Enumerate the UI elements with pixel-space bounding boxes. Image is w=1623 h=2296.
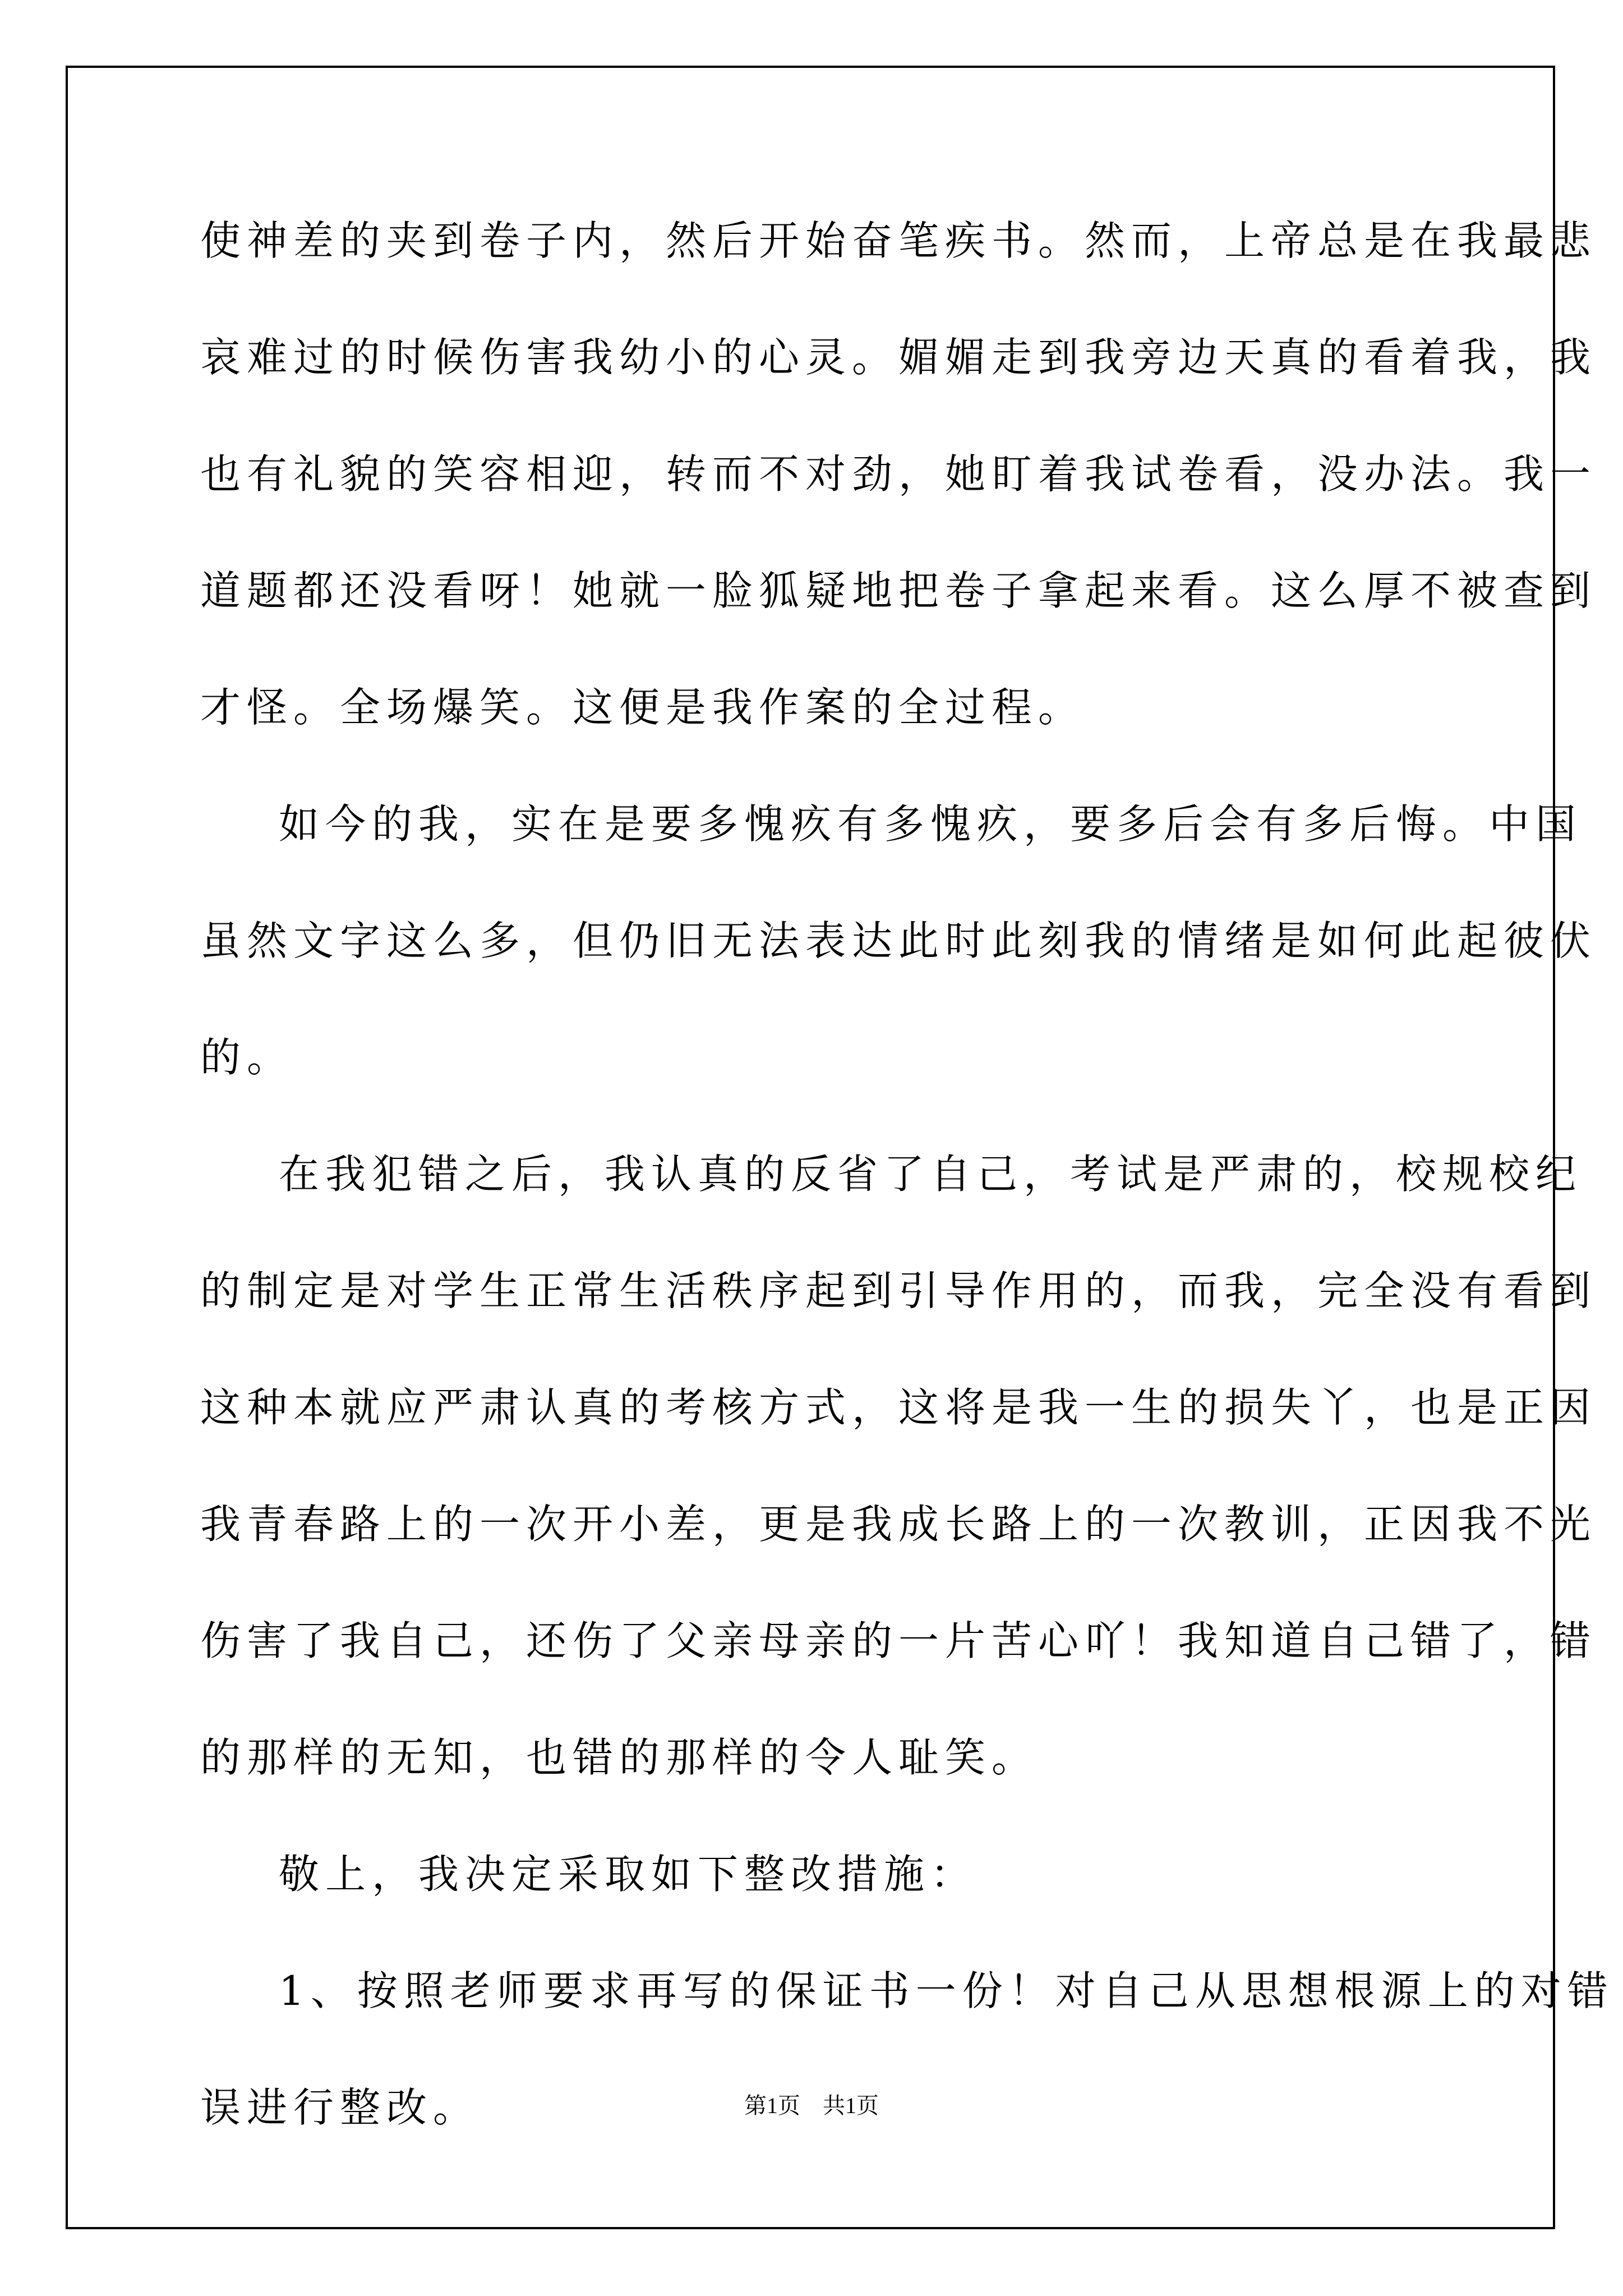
text-line: 才怪。全场爆笑。这便是我作案的全过程。 bbox=[200, 684, 1085, 731]
text-line: 这种本就应严肃认真的考核方式，这将是我一生的损失丫，也是正因 bbox=[200, 1384, 1597, 1431]
text-line: 敬上，我决定采取如下整改措施： bbox=[279, 1851, 978, 1898]
text-line: 伤害了我自己，还伤了父亲母亲的一片苦心吖！我知道自己错了，错 bbox=[200, 1617, 1597, 1664]
text-line: 的那样的无知，也错的那样的令人耻笑。 bbox=[200, 1734, 1039, 1781]
text-line: 哀难过的时候伤害我幼小的心灵。媚媚走到我旁边天真的看着我，我 bbox=[200, 334, 1597, 381]
page-footer bbox=[0, 2091, 1623, 2120]
text-line: 1、按照老师要求再写的保证书一份！对自己从思想根源上的对错 bbox=[279, 1967, 1614, 2014]
text-line: 也有礼貌的笑容相迎，转而不对劲，她盯着我试卷看，没办法。我一 bbox=[200, 450, 1597, 498]
text-line: 我青春路上的一次开小差，更是我成长路上的一次教训，正因我不光 bbox=[200, 1501, 1597, 1548]
text-line: 使神差的夹到卷子内，然后开始奋笔疾书。然而，上帝总是在我最悲 bbox=[200, 217, 1597, 264]
text-line: 在我犯错之后，我认真的反省了自己，考试是严肃的，校规校纪 bbox=[279, 1151, 1583, 1198]
page-border bbox=[66, 66, 1555, 2229]
text-line: 的制定是对学生正常生活秩序起到引导作用的，而我，完全没有看到 bbox=[200, 1267, 1597, 1314]
text-line: 道题都还没看呀！她就一脸狐疑地把卷子拿起来看。这么厚不被查到 bbox=[200, 567, 1597, 614]
text-line: 如今的我，实在是要多愧疚有多愧疚，要多后会有多后悔。中国 bbox=[279, 800, 1583, 848]
text-line: 虽然文字这么多，但仍旧无法表达此时此刻我的情绪是如何此起彼伏 bbox=[200, 917, 1597, 964]
text-line: 误进行整改。 bbox=[200, 2084, 480, 2131]
page-number: 第1页 bbox=[744, 2093, 800, 2118]
page-total: 共1页 bbox=[823, 2093, 879, 2118]
text-line: 的。 bbox=[200, 1034, 294, 1081]
